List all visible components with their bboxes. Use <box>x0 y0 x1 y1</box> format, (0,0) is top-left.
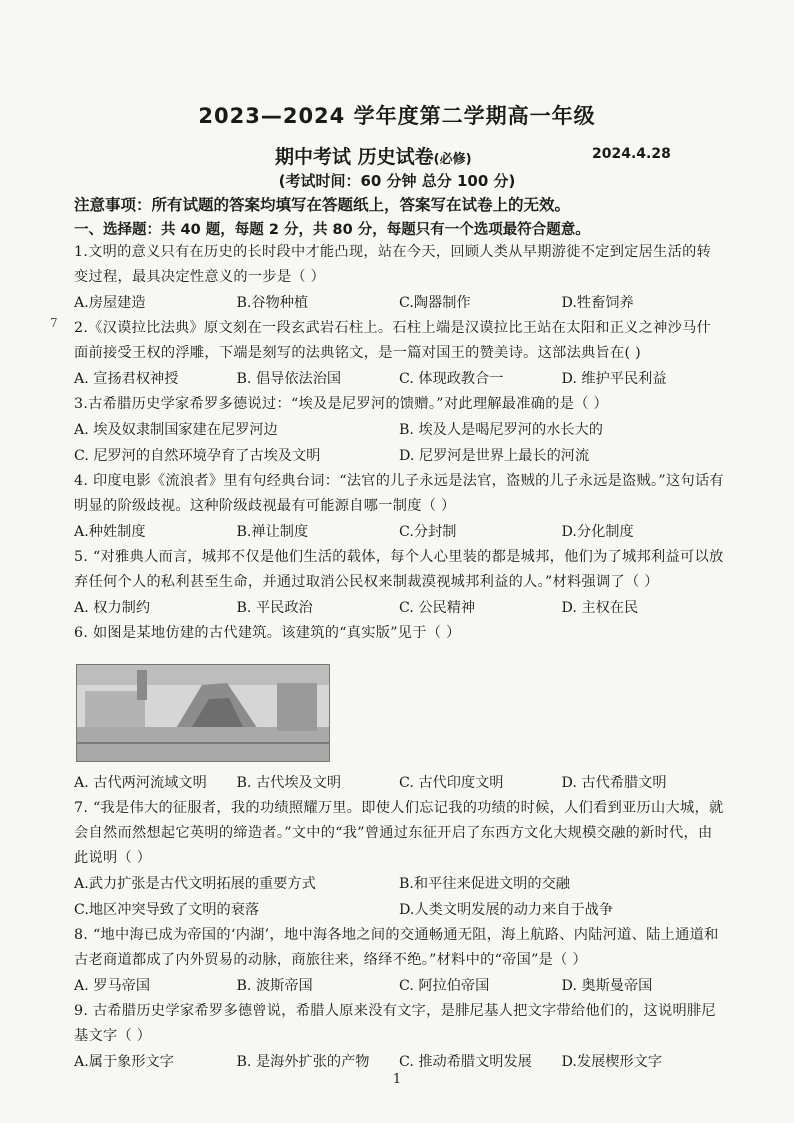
option-a: A. 古代两河流域文明 <box>74 775 207 791</box>
question-4 <box>74 469 724 545</box>
option-b: B. 波斯帝国 <box>236 978 313 994</box>
question-2 <box>74 316 724 392</box>
option-c: C.地区冲突导致了文明的衰落 <box>74 902 260 918</box>
option-b: B.和平往来促进文明的交融 <box>399 876 570 892</box>
question-stem: 4. 印度电影《流浪者》里有句经典台词：“法官的儿子永远是法官，盗贼的儿子永远是盗贼。”这句话有明显的阶级歧视。这种阶级歧视最有可能源自哪一制度（ ） <box>74 473 724 514</box>
question-options <box>74 417 724 469</box>
margin-mark: 7 <box>50 316 58 330</box>
option-c: C.陶器制作 <box>399 295 471 311</box>
option-a: A.武力扩张是古代文明拓展的重要方式 <box>74 876 316 892</box>
option-c: C. 阿拉伯帝国 <box>399 978 490 994</box>
question-options <box>74 519 724 545</box>
question-stem: 3.古希腊历史学家希罗多德说过：“埃及是尼罗河的馈赠。”对此理解最准确的是（ ） <box>74 396 609 412</box>
ziggurat-photo-icon <box>77 665 329 761</box>
option-a: A.种姓制度 <box>74 524 146 540</box>
option-d: D.人类文明发展的动力来自于战争 <box>399 902 614 918</box>
question-stem: 9. 古希腊历史学家希罗多德曾说，希腊人原来没有文字，是腓尼基人把文字带给他们的，这说明腓尼基文字（ ） <box>74 1003 716 1044</box>
option-b: B.谷物种植 <box>236 295 309 311</box>
question-stem: 1.文明的意义只有在历史的长时段中才能凸现，站在今天，回顾人类从早期游徙不定到定居生活的转变过程，最具决定性意义的一步是（ ） <box>74 244 712 285</box>
exam-title: 2023—2024 学年度第二学期高一年级 <box>198 104 596 128</box>
question-options <box>74 290 724 316</box>
question-options <box>74 366 724 392</box>
exam-subtitle <box>275 142 472 169</box>
question-options <box>74 595 724 621</box>
option-a: A. 埃及奴隶制国家建在尼罗河边 <box>74 422 278 438</box>
question-stem: 7. “我是伟大的征服者，我的功绩照耀万里。即使人们忘记我的功绩的时候，人们看到亚历山大城，就会自然而然想起它英明的缔造者。”文中的“我”曾通过东征开启了东西方文化大规模交融的新时代，由此说明（ ） <box>74 800 724 866</box>
option-b: B. 平民政治 <box>236 600 313 616</box>
option-a: A.属于象形文字 <box>74 1054 174 1070</box>
question-3 <box>74 392 724 469</box>
option-c: C. 体现政教合一 <box>399 371 504 387</box>
option-a: A. 罗马帝国 <box>74 978 151 994</box>
question-1 <box>74 240 724 316</box>
question-options <box>74 871 724 923</box>
exam-date: 2024.4.28 <box>592 146 671 162</box>
exam-info: (考试时间：60 分钟 总分 100 分) <box>278 172 516 190</box>
option-b: B. 是海外扩张的产物 <box>236 1054 370 1070</box>
option-b: B. 倡导依法治国 <box>236 371 342 387</box>
question-stem: 6. 如图是某地仿建的古代建筑。该建筑的“真实版”见于（ ） <box>74 625 461 641</box>
option-a: A. 宣扬君权神授 <box>74 371 179 387</box>
option-d: D.牲畜饲养 <box>561 295 634 311</box>
option-c: C. 尼罗河的自然环境孕育了古埃及文明 <box>74 448 321 464</box>
question-stem: 8. “地中海已成为帝国的‘内湖’，地中海各地之间的交通畅通无阻，海上航路、内陆河道、陆上通道和古老商道都成了内外贸易的动脉，商旅往来，络绎不绝。”材料中的“帝国”是（ ） <box>74 927 719 968</box>
question-stem: 5. “对雅典人而言，城邦不仅是他们生活的载体，每个人心里装的都是城邦，他们为了城邦利益可以放弃任何个人的私利甚至生命，并通过取消公民权来制裁漠视城邦利益的人。”材料强调了（ ） <box>74 549 724 590</box>
option-d: D. 尼罗河是世界上最长的河流 <box>399 448 590 464</box>
section-heading: 一、选择题：共 40 题，每题 2 分，共 80 分，每题只有一个选项最符合题意。 <box>74 222 590 238</box>
option-d: D.分化制度 <box>561 524 634 540</box>
option-d: D. 奥斯曼帝国 <box>561 978 653 994</box>
option-c: C. 推动希腊文明发展 <box>399 1054 532 1070</box>
option-b: B. 古代埃及文明 <box>236 775 342 791</box>
building-photo <box>76 664 330 762</box>
option-a: A.房屋建造 <box>74 295 146 311</box>
question-stem: 2.《汉谟拉比法典》原文刻在一段玄武岩石柱上。石柱上端是汉谟拉比王站在太阳和正义之神沙马什面前接受王权的浮雕，下端是刻写的法典铭文，是一篇对国王的赞美诗。这部法典旨在( ) <box>74 320 712 361</box>
option-c: C.分封制 <box>399 524 457 540</box>
subtitle-tag: (必修) <box>433 152 472 167</box>
question-7 <box>74 796 724 923</box>
subtitle-row <box>0 142 794 172</box>
option-a: A. 权力制约 <box>74 600 151 616</box>
option-b: B.禅让制度 <box>236 524 309 540</box>
question-list <box>74 240 724 1075</box>
subtitle-text: 期中考试 历史试卷 <box>275 146 434 168</box>
notice: 注意事项：所有试题的答案均填写在答题纸上，答案写在试卷上的无效。 <box>74 196 571 214</box>
question-5 <box>74 545 724 621</box>
question-9 <box>74 999 724 1075</box>
option-b: B. 埃及人是喝尼罗河的水长大的 <box>399 422 603 438</box>
question-options <box>74 973 724 999</box>
option-c: C. 公民精神 <box>399 600 476 616</box>
question-6 <box>74 621 724 796</box>
option-d: D.发展楔形文字 <box>561 1054 663 1070</box>
question-8 <box>74 923 724 999</box>
option-d: D. 主权在民 <box>561 600 639 616</box>
question-options <box>74 770 724 796</box>
option-d: D. 维护平民利益 <box>561 371 667 387</box>
page-number: 1 <box>392 1072 402 1087</box>
option-d: D. 古代希腊文明 <box>561 775 667 791</box>
option-c: C. 古代印度文明 <box>399 775 504 791</box>
